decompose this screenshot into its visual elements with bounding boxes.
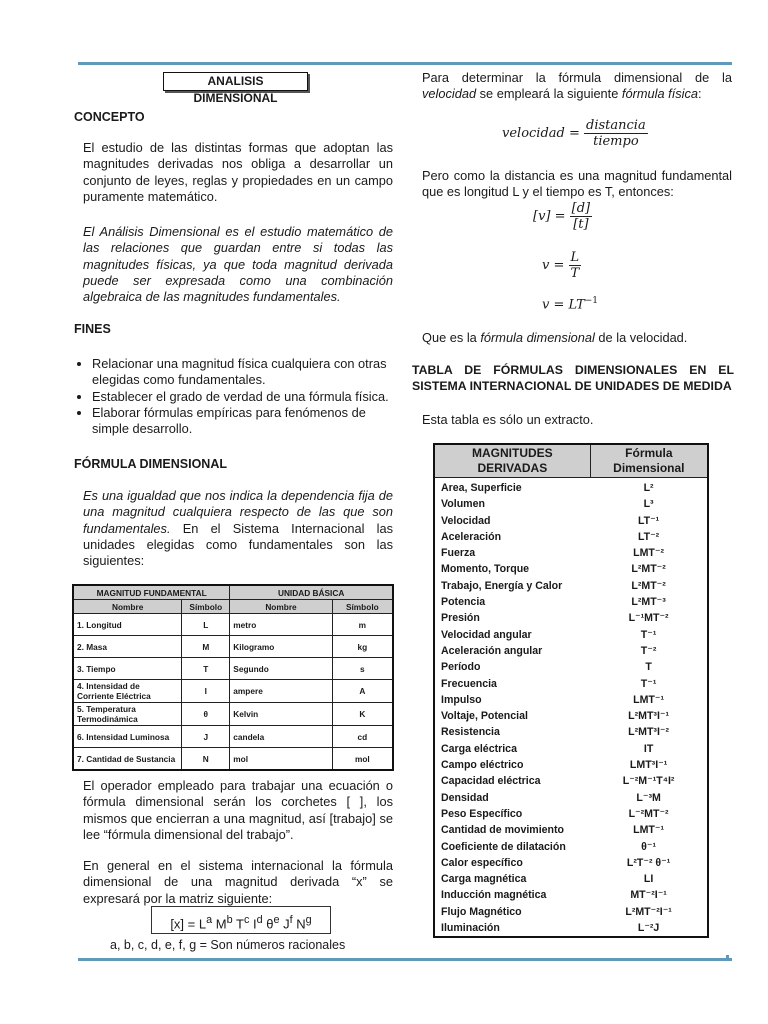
table-row xyxy=(434,806,708,822)
table-cell: K xyxy=(332,703,393,726)
table-cell: 7. Cantidad de Sustancia xyxy=(73,748,182,771)
dimensional-formula: T⁻¹ xyxy=(640,628,657,641)
table-cell: 6. Intensidad Luminosa xyxy=(73,726,182,748)
table-row xyxy=(434,529,708,545)
table-row xyxy=(434,545,708,561)
table-cell: J xyxy=(182,726,230,748)
dimensional-formula: θ⁻¹ xyxy=(641,840,657,853)
magnitude-name: Velocidad angular xyxy=(441,628,532,641)
formula-lhs: v = xyxy=(542,258,565,273)
velocidad-formula xyxy=(502,118,648,149)
table-header: Fórmula Dimensional xyxy=(590,444,708,478)
table-row xyxy=(434,578,708,594)
text-run: Que es la xyxy=(422,330,481,345)
dimensional-formula: LMT⁻¹ xyxy=(633,693,665,706)
table-row xyxy=(434,594,708,610)
table-cell: cd xyxy=(332,726,393,748)
magnitude-name: Voltaje, Potencial xyxy=(441,710,528,723)
formula-numerator: distancia xyxy=(586,118,646,133)
formula-lhs: velocidad = xyxy=(502,126,580,141)
magnitude-name: Presión xyxy=(441,612,480,625)
extracto-note: Esta tabla es sólo un extracto. xyxy=(422,412,594,427)
concepto-heading: CONCEPTO xyxy=(74,110,145,124)
formula-dimensional-rest: En el Sistema Internacional las unidades elegidas como fundamentales son las siguientes: xyxy=(83,520,393,569)
derived-table-body xyxy=(434,478,708,938)
dimensional-formula: L² xyxy=(643,482,654,494)
text-run: Para determinar la fórmula dimensional de la xyxy=(422,70,732,85)
table-cell: 1. Longitud xyxy=(73,614,182,636)
table-cell: A xyxy=(332,680,393,703)
magnitude-name: Período xyxy=(441,661,481,674)
fines-item: • Elaborar fórmulas empíricas para fenómenos de simple desarrollo. xyxy=(92,405,394,438)
table-row xyxy=(434,513,708,529)
dimensional-formula: LI xyxy=(643,873,654,886)
table-header: Nombre xyxy=(230,600,332,614)
table-header: MAGNITUDES DERIVADAS xyxy=(434,444,590,478)
dimensional-formula: MT⁻²I⁻¹ xyxy=(630,889,667,902)
magnitude-name: Resistencia xyxy=(441,726,500,739)
table-group-header: MAGNITUD FUNDAMENTAL xyxy=(73,585,230,600)
table-cell: M xyxy=(182,636,230,658)
derived-magnitudes-table xyxy=(433,443,709,938)
dimensional-formula: L²MT³I⁻¹ xyxy=(628,710,670,723)
fines-list xyxy=(78,356,394,437)
text-run: : xyxy=(698,86,702,102)
fines-item: • Establecer el grado de verdad de una fórmula física. xyxy=(92,389,394,405)
magnitude-name: Carga magnética xyxy=(441,873,527,886)
formula-exponent: −1 xyxy=(584,296,599,306)
text-run: fórmula física xyxy=(621,86,699,102)
page-corner-mark xyxy=(726,955,729,958)
text-run: se empleará la siguiente xyxy=(476,86,622,102)
dimensional-matrix: $[x] = L^a$ $M^b$ $T^c$ $I^d$ $\theta^e$ $J^f$ $N^g$ xyxy=(151,906,331,934)
dimensional-formula: L⁻²M⁻¹T⁴I² xyxy=(622,775,675,788)
table-row xyxy=(434,871,708,887)
dimensional-formula: L⁻²J xyxy=(637,922,660,935)
operador-paragraph: El operador empleado para trabajar una ecuación o fórmula dimensional serán los corchetes [ ], los mismos que encierran a una magnitud, así [trabajo] se lee “fórmula dimensional del trabajo”. xyxy=(83,778,393,842)
table-row xyxy=(434,676,708,692)
table-cell: 3. Tiempo xyxy=(73,658,182,680)
dimensional-formula: LT⁻¹ xyxy=(637,514,660,527)
magnitude-name: Campo eléctrico xyxy=(441,759,524,772)
dimensional-formula: L²T⁻² θ⁻¹ xyxy=(626,856,671,869)
dimensional-formula: T⁻¹ xyxy=(640,677,657,690)
table-cell: mol xyxy=(230,748,332,771)
text-run: fórmula dimensional xyxy=(480,330,595,345)
table-cell: θ xyxy=(182,703,230,726)
dimensional-formula: L²MT⁻² xyxy=(631,563,666,576)
table-cell: kg xyxy=(332,636,393,658)
formula-fraction xyxy=(569,250,582,281)
formula-lhs: [v] = xyxy=(533,209,566,224)
fines-item: • Relacionar una magnitud física cualquiera con otras elegidas como fundamentales. xyxy=(92,356,394,389)
table-row xyxy=(434,887,708,903)
dimensional-formula: LMT⁻¹ xyxy=(633,824,665,837)
table-cell: candela xyxy=(230,726,332,748)
table-row xyxy=(434,659,708,675)
dimensional-formula: LMT³I⁻¹ xyxy=(629,759,668,772)
velocidad-intro xyxy=(422,70,732,103)
formula-dimensional-definition: Es una igualdad que nos indica la dependencia fija de una magnitud cualquiera respecto de las que son fundamentales. xyxy=(83,488,393,536)
magnitude-name: Iluminación xyxy=(441,922,500,935)
table-cell: L xyxy=(182,614,230,636)
table-row xyxy=(434,757,708,773)
table-row xyxy=(73,748,393,771)
table-header: Símbolo xyxy=(332,600,393,614)
magnitude-name: Inducción magnética xyxy=(441,889,547,902)
text-run: de la velocidad. xyxy=(594,330,688,345)
table-cell: metro xyxy=(230,614,332,636)
dimensional-formula: L²MT⁻³ xyxy=(631,596,666,609)
dimensional-formula: L²MT³I⁻² xyxy=(628,726,670,739)
table-cell: N xyxy=(182,748,230,771)
table-row xyxy=(434,790,708,806)
table-header: Símbolo xyxy=(182,600,230,614)
magnitude-name: Trabajo, Energía y Calor xyxy=(441,579,563,592)
distancia-paragraph: Pero como la distancia es una magnitud fundamental que es longitud L y el tiempo es T, entonces: xyxy=(422,168,732,200)
table-row xyxy=(434,627,708,643)
table-cell: m xyxy=(332,614,393,636)
dimensional-formula: T⁻² xyxy=(640,644,657,657)
formula-dimensional-paragraph xyxy=(83,488,393,569)
table-row xyxy=(434,822,708,838)
magnitude-name: Frecuencia xyxy=(441,677,497,690)
fundamental-units-table xyxy=(72,584,394,771)
magnitude-name: Coeficiente de dilatación xyxy=(441,840,566,853)
table-row xyxy=(434,904,708,920)
magnitude-name: Momento, Torque xyxy=(441,563,530,576)
table-row xyxy=(434,708,708,724)
table-row xyxy=(434,855,708,871)
dimensional-formula: LT⁻² xyxy=(637,530,660,543)
table-row xyxy=(73,636,393,658)
magnitude-name: Volumen xyxy=(441,498,485,511)
table-row xyxy=(73,680,393,703)
formula-fraction xyxy=(584,118,648,149)
table-cell: s xyxy=(332,658,393,680)
table-row xyxy=(434,920,708,937)
table-row xyxy=(434,643,708,659)
formula-denominator: T xyxy=(570,266,580,281)
magnitude-name: Potencia xyxy=(441,596,486,609)
table-cell: T xyxy=(182,658,230,680)
table-row xyxy=(73,658,393,680)
concepto-definition: El Análisis Dimensional es el estudio matemático de las relaciones que guardan entre si todas las magnitudes físicas, ya que toda magnitud derivada puede ser expresada como una combinación algebraica de las magnitudes fundamentales. xyxy=(83,224,393,305)
equation-2 xyxy=(542,250,581,281)
table-row xyxy=(73,703,393,726)
table-group-header: UNIDAD BÁSICA xyxy=(230,585,393,600)
magnitude-name: Area, Superficie xyxy=(441,482,522,494)
concepto-paragraph: El estudio de las distintas formas que adoptan las magnitudes derivadas nos obliga a desarrollar un conjunto de leyes, reglas y propiedades en un campo puramente matemático. xyxy=(83,140,393,204)
dimensional-formula: IT xyxy=(643,742,654,755)
dimensional-formula: L⁻¹MT⁻² xyxy=(628,612,669,625)
magnitude-name: Aceleración angular xyxy=(441,644,543,657)
magnitude-name: Capacidad eléctrica xyxy=(441,775,541,788)
table-row xyxy=(434,773,708,789)
table-row xyxy=(434,724,708,740)
tabla-heading: TABLA DE FÓRMULAS DIMENSIONALES EN EL SISTEMA INTERNACIONAL DE UNIDADES DE MEDIDA xyxy=(412,363,734,393)
table-row xyxy=(434,496,708,512)
formula-numerator: L xyxy=(569,250,582,266)
table-cell: 5. Temperatura Termodinámica xyxy=(73,703,182,726)
table-row xyxy=(73,614,393,636)
table-row xyxy=(434,692,708,708)
table-cell: Kilogramo xyxy=(230,636,332,658)
dimensional-formula: L⁻³M xyxy=(636,791,661,804)
table-row xyxy=(434,839,708,855)
matrix-note: a, b, c, d, e, f, g = Son números racionales xyxy=(110,938,346,952)
formula-denominator: [t] xyxy=(573,217,589,232)
fines-heading: FINES xyxy=(74,322,111,336)
magnitude-name: Carga eléctrica xyxy=(441,742,517,755)
table-row xyxy=(434,610,708,626)
formula-text: v = LT xyxy=(542,297,585,313)
magnitude-name: Densidad xyxy=(441,791,489,804)
top-rule xyxy=(78,62,732,65)
magnitude-name: Calor específico xyxy=(441,856,523,869)
bottom-rule xyxy=(78,958,732,961)
table-header: Nombre xyxy=(73,600,182,614)
equation-1 xyxy=(533,201,592,232)
magnitude-name: Fuerza xyxy=(441,547,476,560)
magnitude-name: Cantidad de movimiento xyxy=(441,824,565,837)
magnitude-name: Aceleración xyxy=(441,530,502,543)
dimensional-formula: L²MT⁻² xyxy=(631,579,666,592)
magnitude-name: Peso Específico xyxy=(441,807,523,820)
table-cell: 4. Intensidad de Corriente Eléctrica xyxy=(73,680,182,703)
dimensional-formula: L³ xyxy=(643,498,654,511)
dimensional-formula: L⁻²MT⁻² xyxy=(628,807,669,820)
table-row xyxy=(73,726,393,748)
dimensional-formula: LMT⁻² xyxy=(633,547,665,560)
table-cell: ampere xyxy=(230,680,332,703)
page-title: ANALISIS DIMENSIONAL xyxy=(163,72,308,91)
equation-3 xyxy=(542,296,598,312)
text-run: velocidad xyxy=(422,86,477,102)
formula-numerator: [d] xyxy=(571,201,591,216)
table-cell: Segundo xyxy=(230,658,332,680)
dimensional-formula: T xyxy=(645,661,652,674)
formula-fraction xyxy=(570,201,592,232)
general-paragraph: En general en el sistema internacional la fórmula dimensional de una magnitud derivada “x” se expresará por la matriz siguiente: xyxy=(83,858,393,906)
formula-dimensional-heading: FÓRMULA DIMENSIONAL xyxy=(74,457,227,471)
table-row xyxy=(434,561,708,577)
table-row xyxy=(434,741,708,757)
table-cell: 2. Masa xyxy=(73,636,182,658)
table-cell: Kelvin xyxy=(230,703,332,726)
formula-denominator: tiempo xyxy=(593,134,639,149)
dimensional-formula: L²MT⁻²I⁻¹ xyxy=(625,905,672,918)
magnitude-name: Velocidad xyxy=(441,514,491,527)
magnitude-name: Impulso xyxy=(441,693,482,706)
table-row xyxy=(434,478,708,497)
conclusion-paragraph xyxy=(422,330,732,346)
table-cell: mol xyxy=(332,748,393,771)
magnitude-name: Flujo Magnético xyxy=(441,905,522,918)
table-cell: I xyxy=(182,680,230,703)
